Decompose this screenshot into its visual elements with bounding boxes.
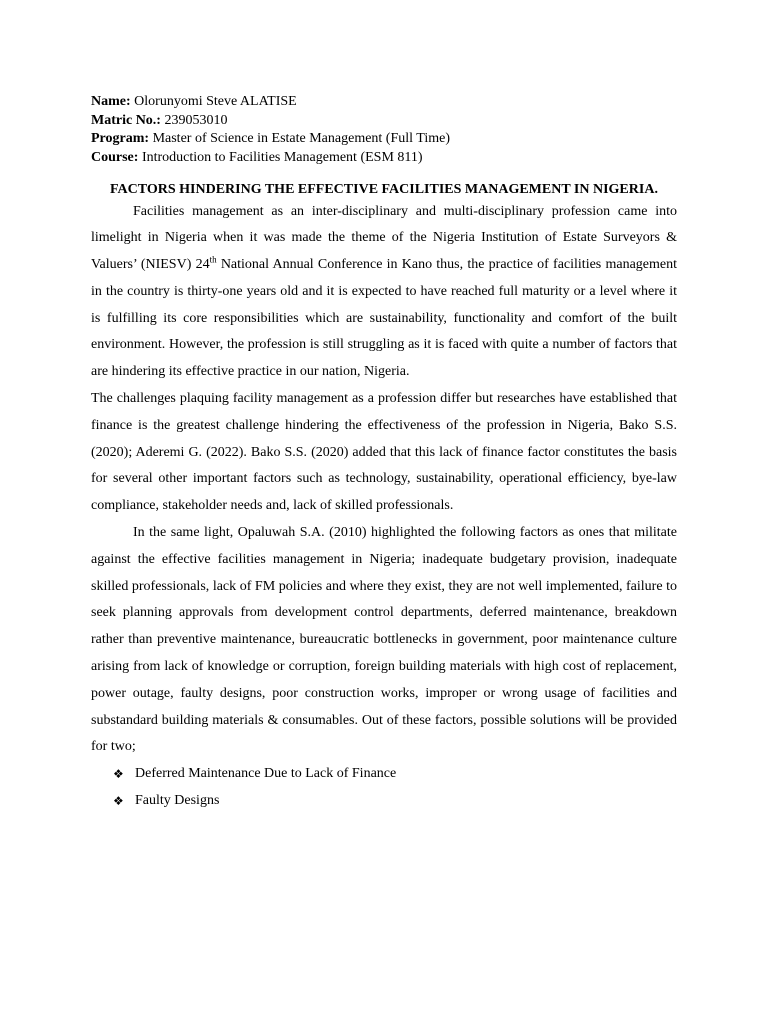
course-value: Introduction to Facilities Management (ESM 811) [138,149,423,165]
program-line [91,130,677,149]
list-item-text: Deferred Maintenance Due to Lack of Finance [135,766,397,782]
paragraph-introduction [91,199,677,387]
paragraph-introduction-start: Facilities management as an inter-disciplinary and multi-disciplinary profession came into limelight in Nigeria when it was made the theme of the Nigeria Institution of Estate Surveyors & Valuers’ (NIESV) 24 [91,203,677,273]
list-item-text: Faulty Designs [135,793,220,809]
list-item [91,761,677,788]
name-value: Olorunyomi Steve ALATISE [130,94,297,109]
name-label: Name: [91,94,131,109]
paragraph-challenges: The challenges plaquing facility management as a profession differ but researches have established that finance is the greatest challenge hindering the effectiveness of the profession in Nigeria, Bako S.S. (2020); Aderemi G. (2022). Bako S.S. (2020) added that this lack of finance factor constitutes the basis for several other important factors such as technology, sustainability, operational efficiency, bye-law compliance, stakeholder needs and, lack of skilled professionals. [91,391,677,514]
paragraph-factors: In the same light, Opaluwah S.A. (2010) highlighted the following factors as ones that militate against the effective facilities management in Nigeria; inadequate budgetary provision, inadequate skilled professionals, lack of FM policies and where they exist, they are not well implemented, failure to seek planning approvals from development control departments, deferred maintenance, breakdown rather than preventive maintenance, bureaucratic bottlenecks in government, poor maintenance culture arising from lack of knowledge or corruption, foreign building materials with high cost of replacement, power outage, faulty designs, poor construction works, improper or wrong usage of facilities and substandard building materials & consumables. Out of these factors, possible solutions will be provided for two; [91,525,677,755]
document-page [91,93,677,815]
program-label: Program: [91,131,150,146]
diamond-bullet-icon: ❖ [113,767,124,782]
student-name-line [91,93,677,112]
ordinal-suffix: th [209,254,217,265]
document-title: FACTORS HINDERING THE EFFECTIVE FACILITIES MANAGEMENT IN NIGERIA. [110,182,658,197]
solution-topics-list [91,761,677,815]
course-line [91,149,677,168]
matric-label: Matric No.: [91,112,161,128]
course-label: Course: [91,149,139,165]
paragraph-introduction-end: National Annual Conference in Kano thus, the practice of facilities management in the country is thirty-one years old and it is expected to have reached full maturity or a level where it is fulfilling its core responsibilities which are sustainability, functionality and comfort of the built environment. However, the profession is still struggling as it is faced with quite a number of factors that are hindering its effective practice in our nation, Nigeria. [91,257,677,380]
list-item [91,788,677,815]
matric-number-line [91,112,677,131]
diamond-bullet-icon: ❖ [113,794,124,809]
matric-value: 239053010 [160,112,228,128]
program-value: Master of Science in Estate Management (Full Time) [149,131,451,146]
